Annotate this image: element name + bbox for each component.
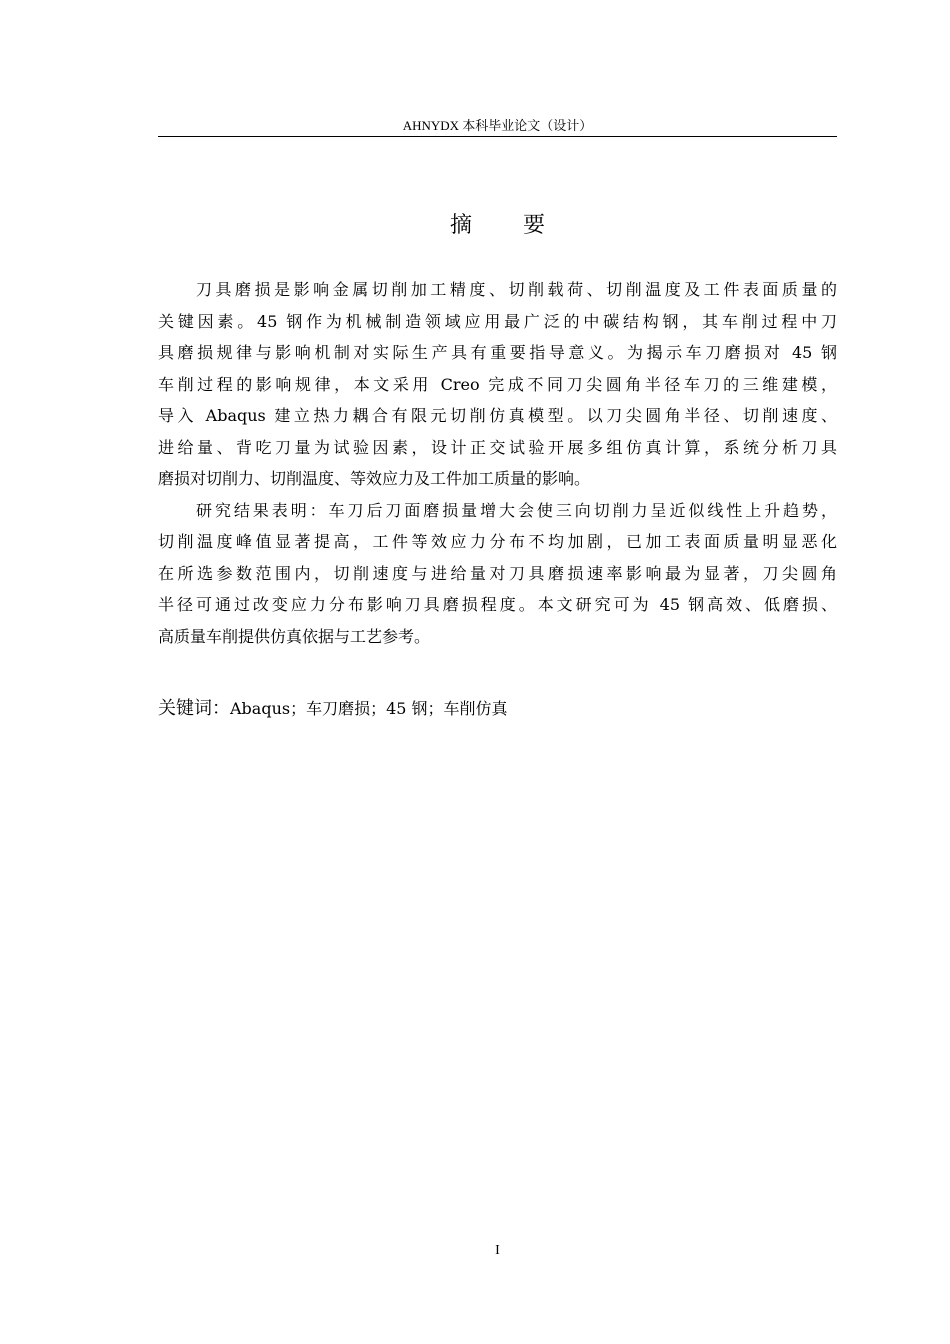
abstract-paragraph-2 xyxy=(158,495,837,653)
page-number: I xyxy=(495,1243,500,1258)
header-rule xyxy=(158,136,837,137)
paragraph-line: 半径可通过改变应力分布影响刀具磨损程度。本文研究可为 45 钢高效、低磨损、 xyxy=(158,595,837,614)
running-header: AHNYDX 本科毕业论文（设计） xyxy=(402,118,593,133)
keywords-line xyxy=(158,693,837,725)
paragraph-line: 研究结果表明：车刀后刀面磨损量增大会使三向切削力呈近似线性上升趋势， xyxy=(196,500,837,520)
keywords-value: Abaqus；车刀磨损；45 钢；车削仿真 xyxy=(230,699,508,718)
paragraph-line: 切削温度峰值显著提高，工件等效应力分布不均加剧，已加工表面质量明显恶化 xyxy=(158,532,837,551)
paragraph-line: 高质量车削提供仿真依据与工艺参考。 xyxy=(158,626,431,646)
paragraph-line: 进给量、背吃刀量为试验因素，设计正交试验开展多组仿真计算，系统分析刀具 xyxy=(158,437,837,457)
abstract-paragraph-1 xyxy=(158,274,837,495)
paragraph-line: 导入 Abaqus 建立热力耦合有限元切削仿真模型。以刀尖圆角半径、切削速度、 xyxy=(158,406,837,425)
abstract-body xyxy=(158,274,837,652)
paragraph-line: 关键因素。45 钢作为机械制造领域应用最广泛的中碳结构钢，其车削过程中刀 xyxy=(158,311,837,331)
abstract-title: 摘 要 xyxy=(450,213,567,238)
paragraph-line: 车削过程的影响规律，本文采用 Creo 完成不同刀尖圆角半径车刀的三维建模， xyxy=(158,374,837,394)
paragraph-line: 磨损对切削力、切削温度、等效应力及工件加工质量的影响。 xyxy=(158,469,591,488)
keywords-label: 关键词： xyxy=(158,698,230,719)
paragraph-line: 刀具磨损是影响金属切削加工精度、切削载荷、切削温度及工件表面质量的 xyxy=(196,280,837,299)
paragraph-line: 具磨损规律与影响机制对实际生产具有重要指导意义。为揭示车刀磨损对 45 钢 xyxy=(158,343,837,362)
paragraph-line: 在所选参数范围内，切削速度与进给量对刀具磨损速率影响最为显著，刀尖圆角 xyxy=(158,563,837,583)
